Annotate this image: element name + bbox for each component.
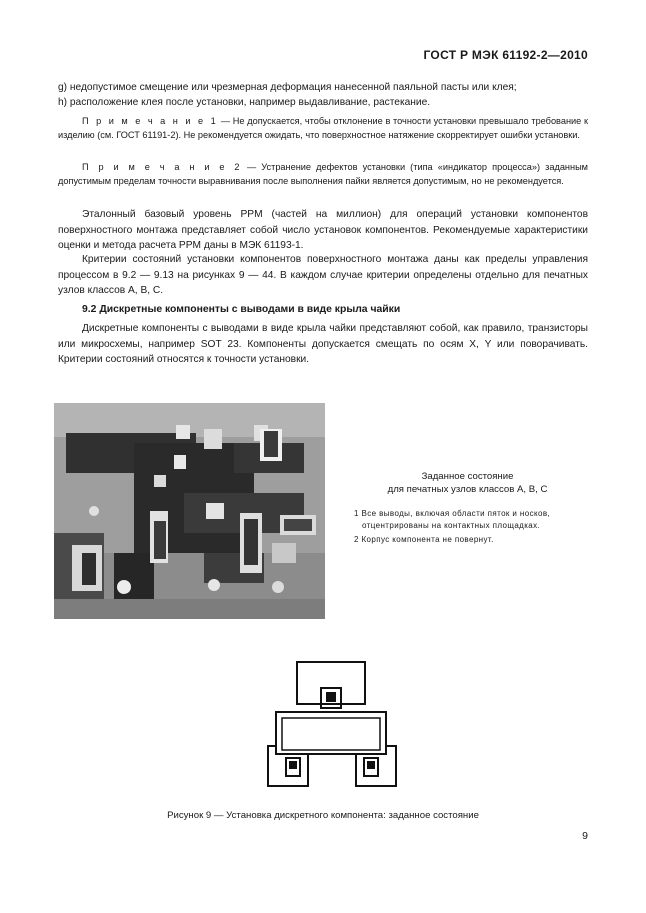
- note-1-text: — Не допускается, чтобы отклонение в точности установки превышало требование к изделию (см. ГОСТ 61191-2). Не рекомендуется ожидать, что поверхностное натяжение скорректирует ошибки установки.: [58, 116, 588, 141]
- list-item: g) недопустимое смещение или чрезмерная деформация нанесенной паяльной пасты или клея;: [58, 82, 517, 93]
- figure-caption: Рисунок 9 — Установка дискретного компонента: заданное состояние: [167, 810, 479, 821]
- sot23-drawing: [262, 660, 402, 788]
- note-2-label: П р и м е ч а н и е 2: [82, 162, 242, 172]
- figure-state-subtitle: для печатных узлов классов А, В, С: [387, 484, 548, 495]
- note-2: [58, 160, 588, 189]
- figure-description: [340, 470, 595, 546]
- note-1: [58, 114, 588, 143]
- section-body: Дискретные компоненты с выводами в виде крыла чайки представляют собой, как правило, транзисторы или микросхемы, например SOT 23. Компоненты допускается смещать по осям X, Y или поворачивать. Критерии состояний относятся к точности установки.: [58, 323, 588, 366]
- figure-state-title: Заданное состояние: [421, 471, 514, 482]
- document-header: ГОСТ Р МЭК 61192-2—2010: [423, 48, 588, 62]
- note-1-label: П р и м е ч а н и е 1: [82, 116, 219, 126]
- paragraph-criteria: Критерии состояний установки компонентов поверхностного монтажа даны как пределы управления процессом в 9.2 — 9.13 на рисунках 9 — 44. В каждом случае критерии определены отдельно для печатных узлов классов А, В, С.: [58, 254, 588, 297]
- list-item: h) расположение клея после установки, например выдавливание, растекание.: [58, 97, 431, 108]
- note-2-text: — Устранение дефектов установки (типа «индикатор процесса») заданным допустимым пределам точности выравнивания после выполнения пайки является допустимым, но не рекомендуется.: [58, 162, 588, 187]
- section-heading: 9.2 Дискретные компоненты с выводами в виде крыла чайки: [82, 304, 401, 315]
- page-number: 9: [582, 830, 588, 842]
- figure-criterion: 2 Корпус компонента не повернут.: [354, 535, 494, 544]
- pcb-photo: [54, 403, 325, 619]
- figure-criterion: 1 Все выводы, включая области пяток и носков, отцентрированы на контактных площадках.: [354, 509, 551, 530]
- paragraph-ppm: Эталонный базовый уровень PPM (частей на миллион) для операций установки компонентов поверхностного монтажа представляет собой число установок компонентов. Рекомендуемые характеристики оценки и метода расчета PPM даны в МЭК 61193-1.: [58, 209, 588, 252]
